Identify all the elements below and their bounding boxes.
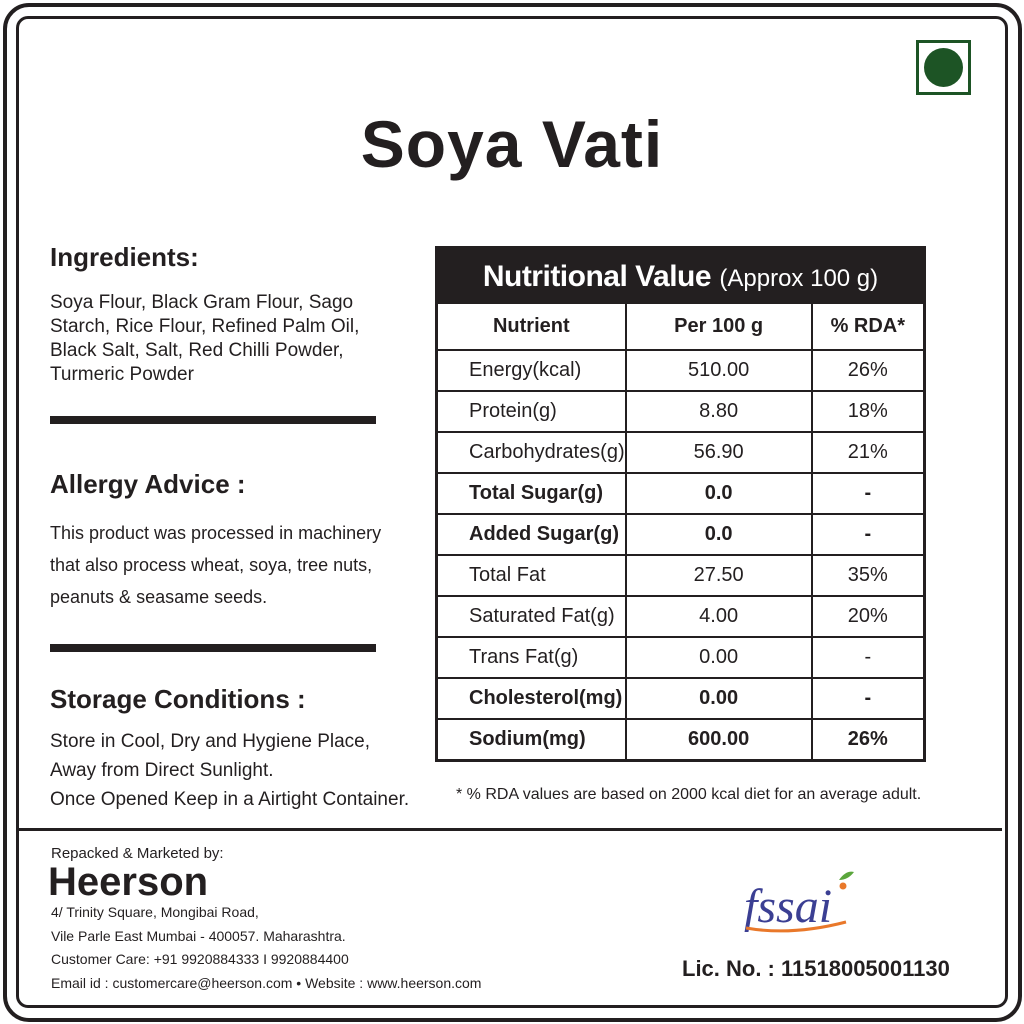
nutrient-cell: Energy(kcal) [438,350,626,391]
ingredients-line: Starch, Rice Flour, Refined Palm Oil, [50,316,360,337]
nutrient-cell: Sodium(mg) [438,719,626,759]
fssai-logo-text: fssai [744,880,833,933]
section-divider [50,416,376,424]
ingredients-text [50,291,410,387]
per100-cell: 0.0 [626,514,812,555]
nutrient-cell: Added Sugar(g) [438,514,626,555]
ingredients-line: Turmeric Powder [50,364,194,385]
rda-cell: - [812,473,923,514]
nutrition-row [438,555,923,596]
ingredients-heading: Ingredients: [50,242,199,272]
column-header-per100: Per 100 g [626,304,812,350]
rda-cell: 18% [812,391,923,432]
per100-cell: 56.90 [626,432,812,473]
nutrition-table [435,246,926,762]
nutrient-cell: Total Sugar(g) [438,473,626,514]
rda-cell: 35% [812,555,923,596]
column-header-rda: % RDA* [812,304,923,350]
footer-divider [19,828,1002,831]
per100-cell: 27.50 [626,555,812,596]
storage-line: Once Opened Keep in a Airtight Container. [50,789,410,810]
nutrition-row [438,432,923,473]
nutrition-row [438,514,923,555]
nutrition-title: Nutritional Value [482,260,712,293]
storage-text [50,727,430,814]
per100-cell: 510.00 [626,350,812,391]
repacked-label: Repacked & Marketed by: [51,845,224,862]
address-line: Vile Parle East Mumbai - 400057. Maharashtra. [51,928,346,944]
allergy-heading: Allergy Advice : [50,469,246,499]
allergy-line: that also process wheat, soya, tree nuts, [50,555,373,575]
rda-cell: 20% [812,596,923,637]
nutrition-row [438,719,923,759]
rda-cell: - [812,637,923,678]
nutrition-header [438,249,923,304]
product-title: Soya Vati [360,107,664,181]
allergy-text [50,517,410,613]
contact-line: Email id : customercare@heerson.com • Website : www.heerson.com [51,975,482,991]
allergy-line: peanuts & seasame seeds. [50,587,268,607]
nutrition-subtitle: (Approx 100 g) [719,265,879,292]
rda-cell: 21% [812,432,923,473]
nutrition-row [438,637,923,678]
rda-cell: - [812,514,923,555]
allergy-line: This product was processed in machinery [50,523,382,543]
address-line: 4/ Trinity Square, Mongibai Road, [51,904,259,920]
rda-cell: - [812,678,923,719]
nutrition-row [438,391,923,432]
veg-mark-icon [916,40,971,95]
per100-cell: 8.80 [626,391,812,432]
nutrient-cell: Cholesterol(mg) [438,678,626,719]
per100-cell: 600.00 [626,719,812,759]
rda-footnote: * % RDA values are based on 2000 kcal diet for an average adult. [456,786,922,803]
ingredients-line: Black Salt, Salt, Red Chilli Powder, [50,340,344,361]
nutrient-cell: Saturated Fat(g) [438,596,626,637]
storage-line: Store in Cool, Dry and Hygiene Place, [50,731,370,752]
per100-cell: 4.00 [626,596,812,637]
ingredients-line: Soya Flour, Black Gram Flour, Sago [50,292,354,313]
nutrition-row [438,596,923,637]
storage-line: Away from Direct Sunlight. [50,760,274,781]
column-header-nutrient: Nutrient [438,304,626,350]
storage-heading: Storage Conditions : [50,684,306,714]
per100-cell: 0.00 [626,637,812,678]
section-divider [50,644,376,652]
nutrition-row [438,678,923,719]
rda-cell: 26% [847,728,888,750]
rda-cell: 26% [812,350,923,391]
per100-cell: 0.0 [626,473,812,514]
nutrient-cell: Protein(g) [438,391,626,432]
nutrient-cell: Trans Fat(g) [438,637,626,678]
nutrient-cell: Carbohydrates(g) [438,432,626,473]
fssai-logo [742,866,862,936]
license-number: Lic. No. : 11518005001130 [682,956,950,981]
customer-care: Customer Care: +91 9920884333 I 9920884400 [51,951,349,967]
nutrition-row [438,350,923,391]
nutrition-row [438,473,923,514]
per100-cell: 0.00 [626,678,812,719]
brand-name: Heerson [48,860,209,904]
nutrient-cell: Total Fat [438,555,626,596]
